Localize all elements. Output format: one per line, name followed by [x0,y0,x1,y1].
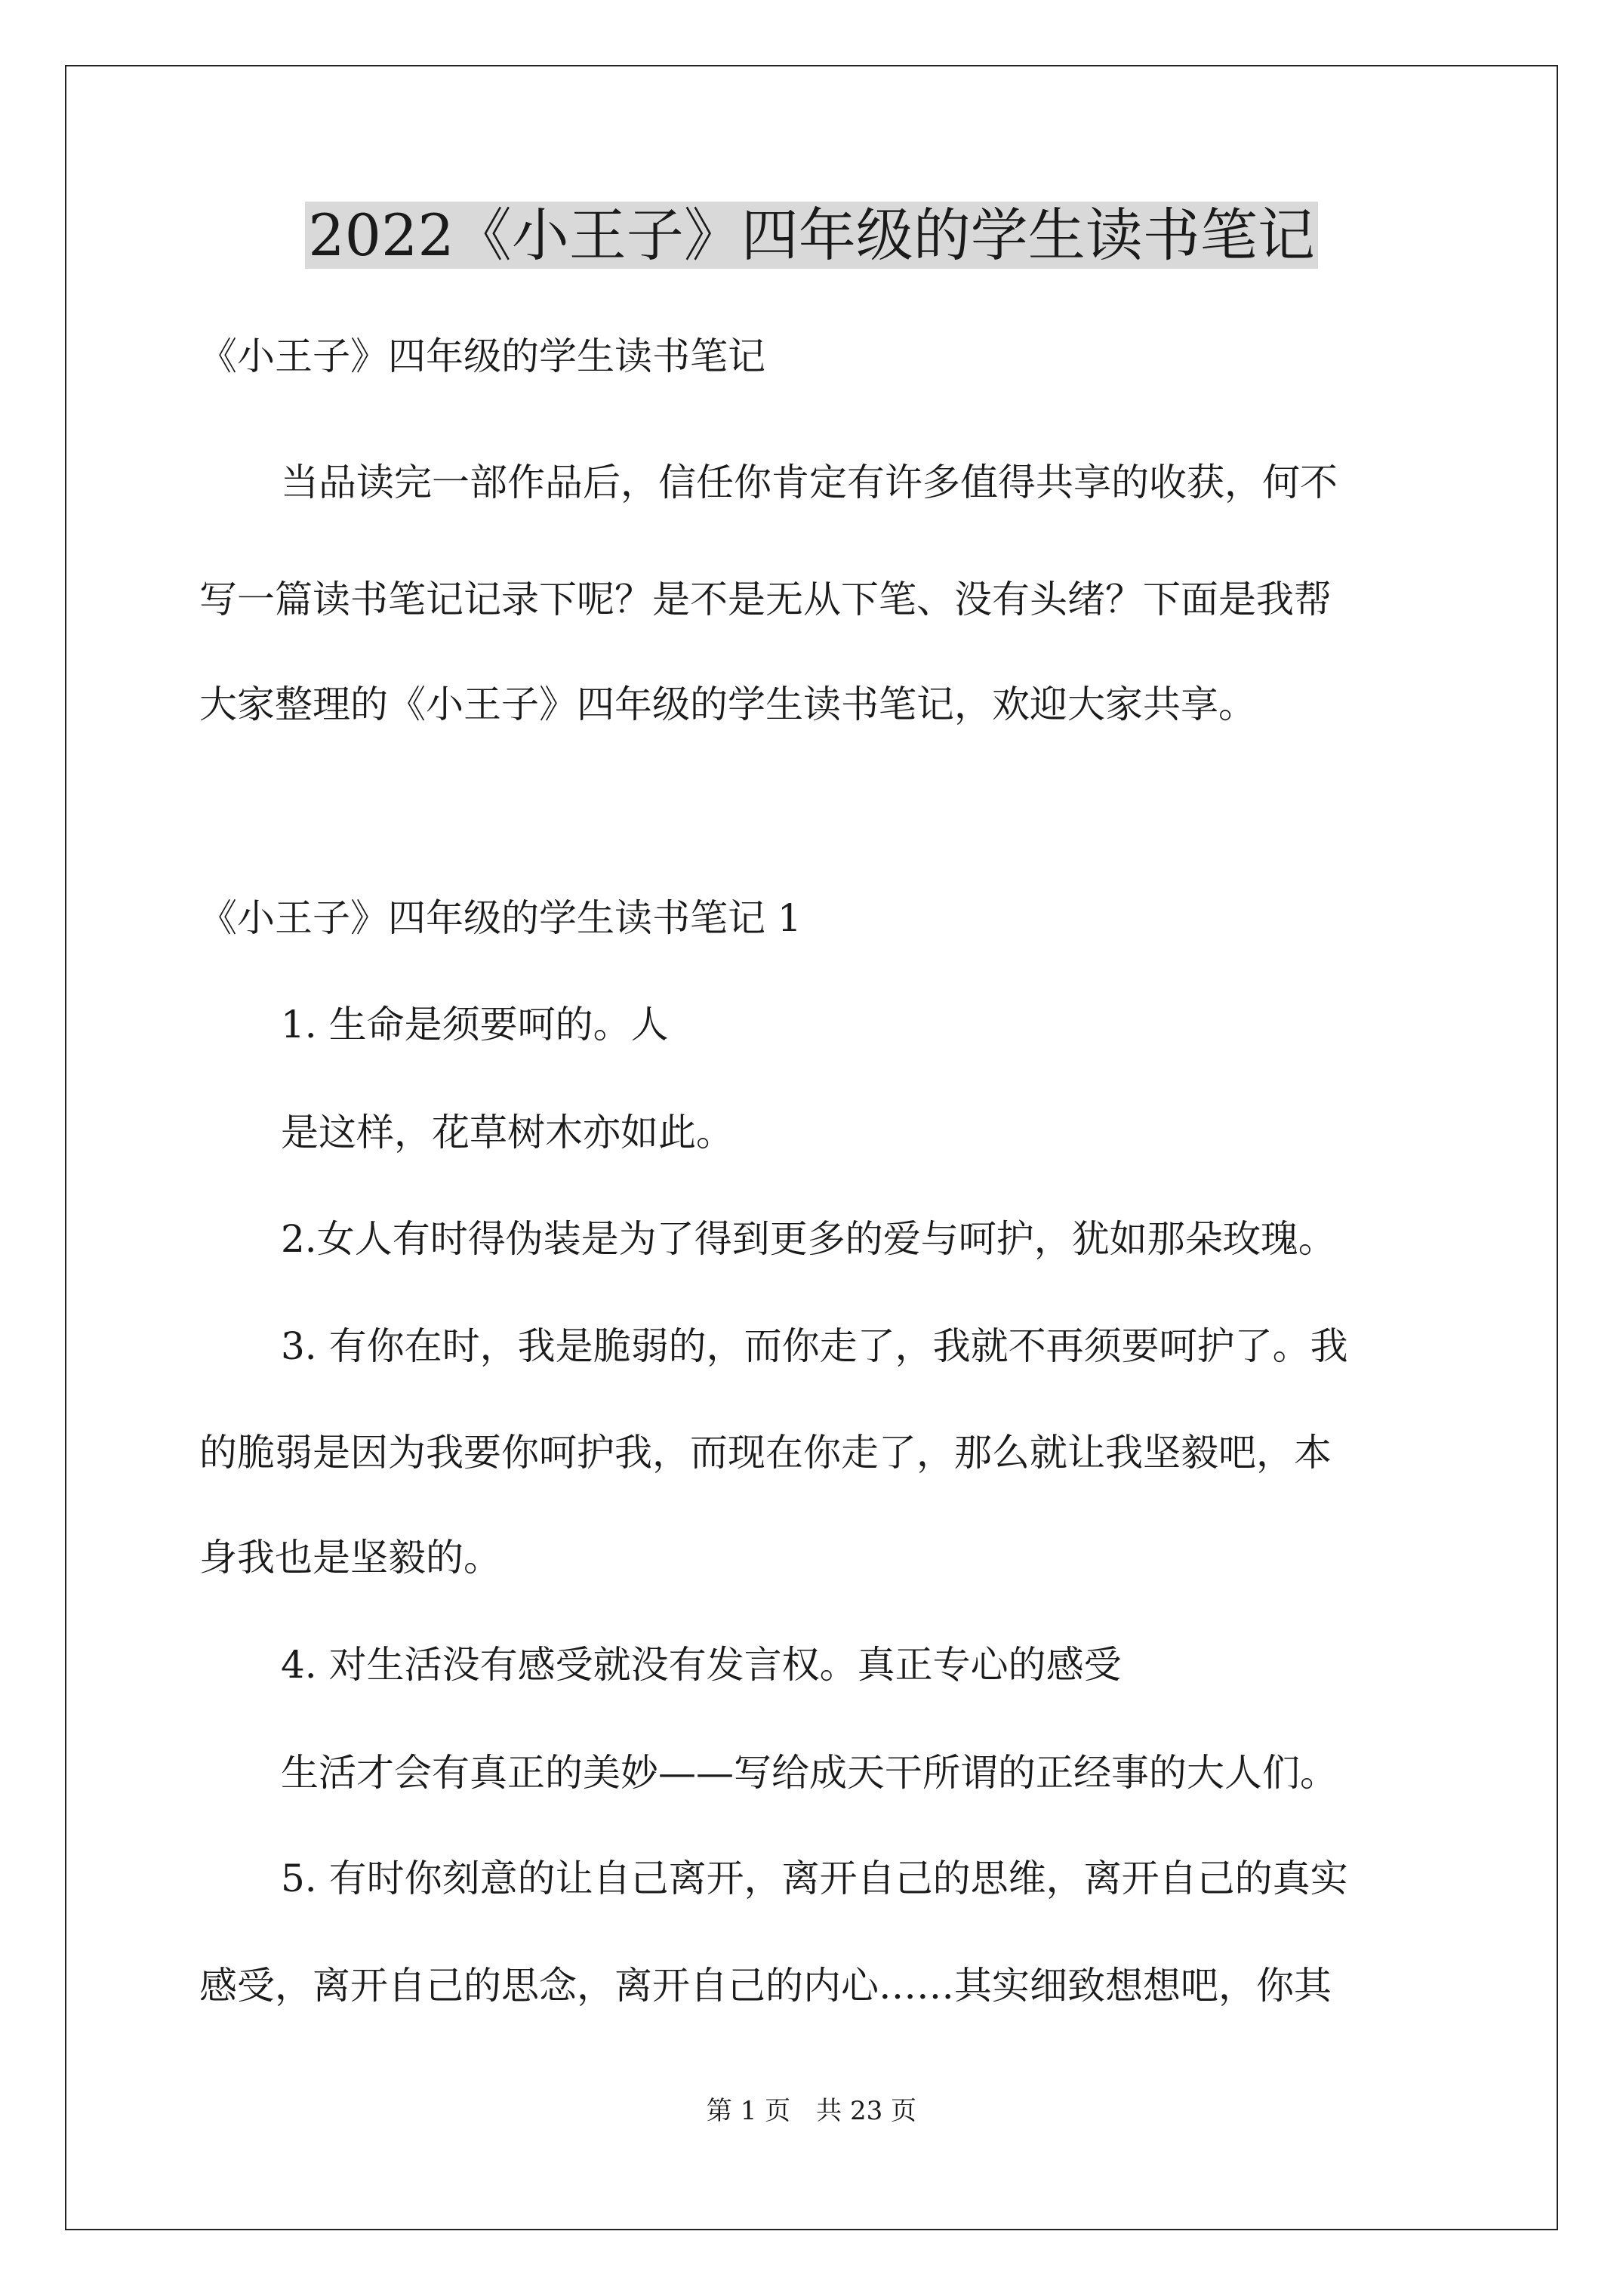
subtitle-line: 《小王子》四年级的学生读书笔记 [199,334,765,378]
paragraph-line: 感受，离开自己的思念，离开自己的内心……其实细致想想吧，你其 [199,1964,1332,2008]
paragraph-line: 3. 有你在时，我是脆弱的，而你走了，我就不再须要呵护了。我 [281,1324,1348,1368]
paragraph-line: 是这样，花草树木亦如此。 [281,1111,734,1154]
paragraph-line: 5. 有时你刻意的让自己离开，离开自己的思维，离开自己的真实 [281,1857,1348,1900]
paragraph-line: 身我也是坚毅的。 [199,1536,501,1579]
section-heading: 《小王子》四年级的学生读书笔记 1 [199,896,802,940]
document-title [0,198,1623,273]
paragraph-line: 写一篇读书笔记记录下呢？是不是无从下笔、没有头绪？下面是我帮 [199,578,1332,621]
page-footer [0,2096,1623,2126]
paragraph-line: 当品读完一部作品后，信任你肯定有许多值得共享的收获，何不 [281,461,1338,504]
paragraph-line: 4. 对生活没有感受就没有发言权。真正专心的感受 [281,1643,1122,1687]
paragraph-line: 大家整理的《小王子》四年级的学生读书笔记，欢迎大家共享。 [199,683,1256,726]
paragraph-line: 生活才会有真正的美妙——写给成天干所谓的正经事的大人们。 [281,1751,1338,1795]
title-text: 2022《小王子》四年级的学生读书笔记 [305,202,1317,269]
paragraph-line: 1. 生命是须要呵的。人 [281,1003,669,1046]
page-number: 第 1 页 共 23 页 [706,2096,917,2126]
paragraph-line: 的脆弱是因为我要你呵护我，而现在你走了，那么就让我坚毅吧，本 [199,1431,1332,1475]
paragraph-line: 2.女人有时得伪装是为了得到更多的爱与呵护，犹如那朵玫瑰。 [281,1217,1336,1261]
